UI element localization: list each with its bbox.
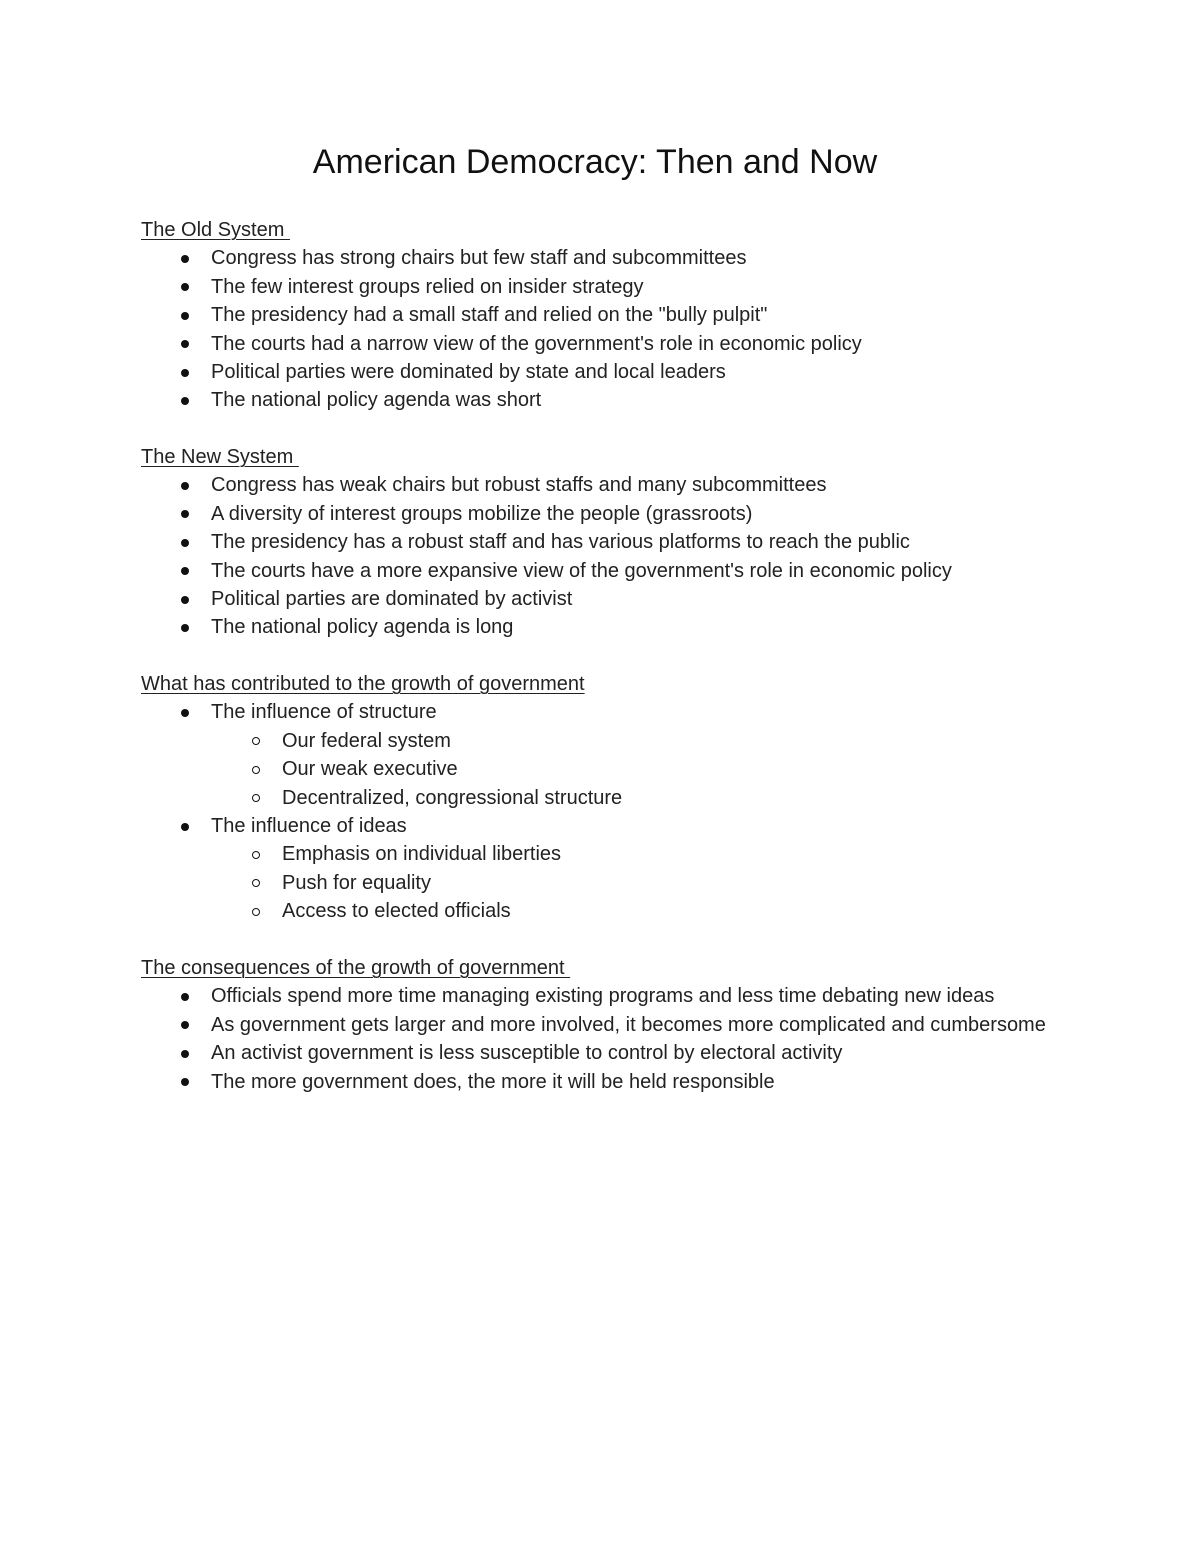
list-item-text: The national policy agenda is long <box>211 616 514 639</box>
bullet-icon <box>179 244 193 272</box>
list-item <box>141 301 1141 329</box>
list-item-text: The few interest groups relied on insider strategy <box>211 275 644 298</box>
bullet-icon <box>179 358 193 386</box>
list-item-text: The influence of structure <box>211 701 437 724</box>
list-item <box>141 1011 1061 1039</box>
list-item-text: The influence of ideas <box>211 815 407 838</box>
list-item <box>141 1068 1141 1096</box>
bullet-icon <box>179 698 193 726</box>
bullet-icon <box>179 585 193 613</box>
hollow-bullet-icon <box>250 840 264 868</box>
list-item <box>141 812 1141 926</box>
list-item-text: As government gets larger and more involved, it becomes more complicated and cumbersome <box>211 1013 1046 1036</box>
list-item <box>141 471 1141 499</box>
list-item-text: Political parties were dominated by state and local leaders <box>211 361 726 384</box>
list-item-text: The national policy agenda was short <box>211 389 542 412</box>
bullet-icon <box>179 273 193 301</box>
sub-list-item <box>211 869 1141 897</box>
list-item <box>141 358 1141 386</box>
list-item <box>141 1039 1141 1067</box>
list-item-text: The courts have a more expansive view of the government's role in economic policy <box>211 559 952 582</box>
sub-list-item <box>211 897 1141 925</box>
bullet-icon <box>179 471 193 499</box>
sub-list-item-text: Decentralized, congressional structure <box>282 786 623 809</box>
sub-list-item <box>211 755 1141 783</box>
list-item <box>141 330 1141 358</box>
sub-list-item-text: Access to elected officials <box>282 900 511 923</box>
bullet-icon <box>179 500 193 528</box>
list-item-text: Political parties are dominated by activist <box>211 588 573 611</box>
bullet-list <box>141 982 1141 1096</box>
hollow-bullet-icon <box>250 869 264 897</box>
sub-list <box>211 727 1141 812</box>
sub-list-item-text: Emphasis on individual liberties <box>282 843 562 866</box>
section-old-system <box>141 216 1141 415</box>
sub-list-item <box>211 727 1141 755</box>
list-item-text: The courts had a narrow view of the government's role in economic policy <box>211 332 862 355</box>
list-item <box>141 273 1141 301</box>
list-item <box>141 500 1141 528</box>
bullet-icon <box>179 386 193 414</box>
list-item-text: Congress has weak chairs but robust staffs and many subcommittees <box>211 474 827 497</box>
bullet-list <box>141 698 1141 925</box>
bullet-list <box>141 471 1141 641</box>
hollow-bullet-icon <box>250 755 264 783</box>
section-heading: The Old System <box>141 219 290 241</box>
list-item-text: Officials spend more time managing existing programs and less time debating new ideas <box>211 985 995 1008</box>
sub-list-item-text: Our weak executive <box>282 758 458 781</box>
hollow-bullet-icon <box>250 784 264 812</box>
bullet-icon <box>179 1068 193 1096</box>
bullet-icon <box>179 982 193 1010</box>
section-heading: What has contributed to the growth of government <box>141 673 585 695</box>
bullet-icon <box>179 557 193 585</box>
bullet-icon <box>179 330 193 358</box>
list-item <box>141 982 1141 1010</box>
bullet-icon <box>179 1011 193 1039</box>
sub-list <box>211 840 1141 925</box>
bullet-icon <box>179 1039 193 1067</box>
hollow-bullet-icon <box>250 727 264 755</box>
section-growth-consequences <box>141 954 1141 1096</box>
section-growth-causes <box>141 670 1141 926</box>
bullet-list <box>141 244 1141 414</box>
bullet-icon <box>179 301 193 329</box>
list-item <box>141 698 1141 812</box>
section-heading: The New System <box>141 446 299 468</box>
list-item-text: The presidency has a robust staff and has various platforms to reach the public <box>211 531 910 554</box>
hollow-bullet-icon <box>250 897 264 925</box>
list-item-text: Congress has strong chairs but few staff and subcommittees <box>211 247 747 270</box>
list-item-text: A diversity of interest groups mobilize the people (grassroots) <box>211 502 753 525</box>
list-item <box>141 244 1141 272</box>
section-new-system <box>141 443 1141 642</box>
sub-list-item-text: Push for equality <box>282 871 431 894</box>
list-item-text: The more government does, the more it will be held responsible <box>211 1070 775 1093</box>
sub-list-item-text: Our federal system <box>282 729 451 752</box>
page-title: American Democracy: Then and Now <box>312 143 878 181</box>
list-item <box>141 613 1141 641</box>
list-item <box>141 386 1141 414</box>
bullet-icon <box>179 812 193 840</box>
sub-list-item <box>211 784 1141 812</box>
sub-list-item <box>211 840 1141 868</box>
list-item <box>141 528 1141 556</box>
section-heading: The consequences of the growth of government <box>141 957 571 979</box>
list-item-text: The presidency had a small staff and relied on the "bully pulpit" <box>211 304 768 327</box>
list-item <box>141 585 1141 613</box>
list-item-text: An activist government is less susceptible to control by electoral activity <box>211 1042 843 1065</box>
list-item <box>141 557 1141 585</box>
bullet-icon <box>179 613 193 641</box>
bullet-icon <box>179 528 193 556</box>
